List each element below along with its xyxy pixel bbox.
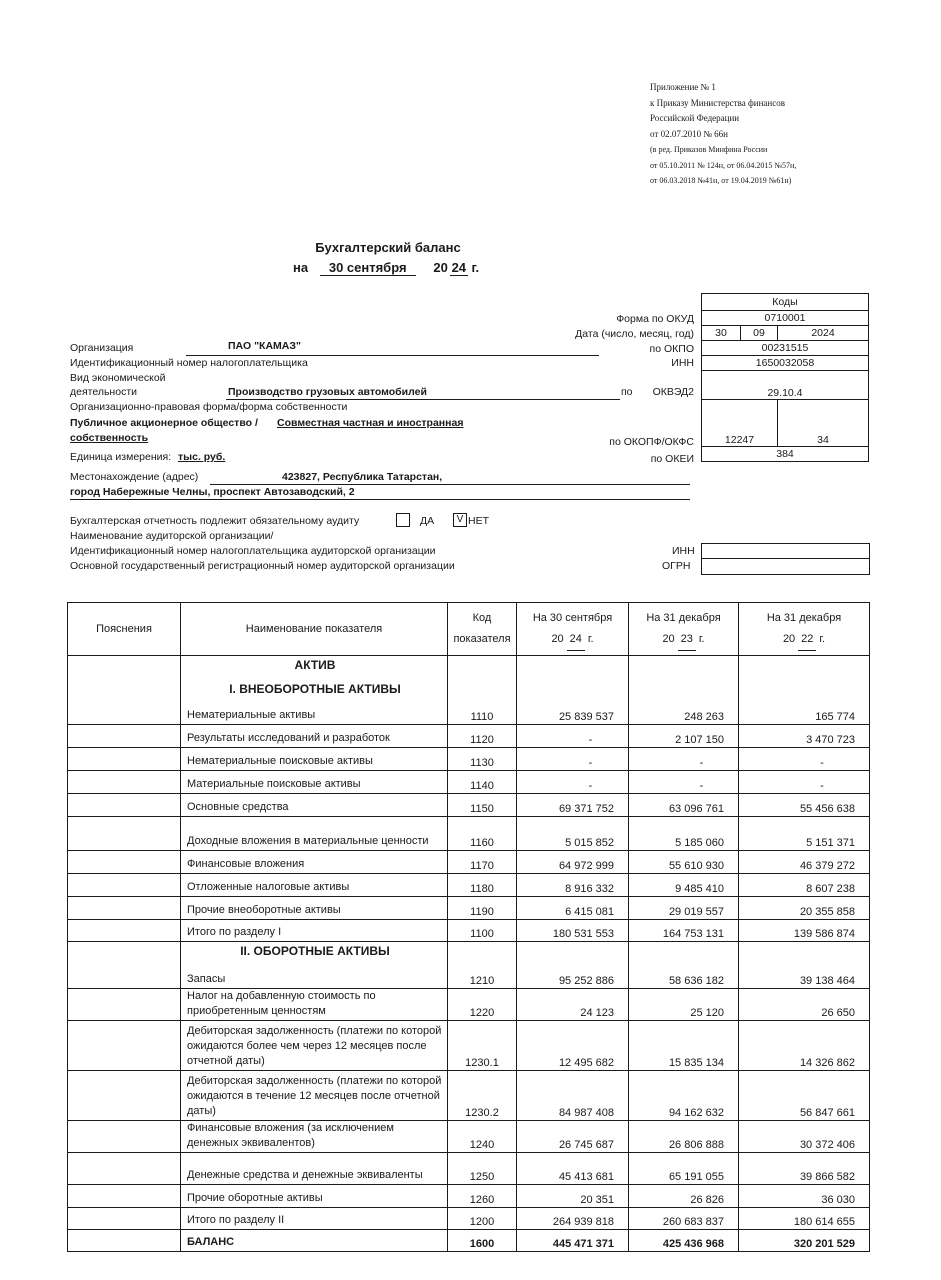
header-code-line-1: Код	[472, 612, 492, 624]
section-1-title: I. ВНЕОБОРОТНЫЕ АКТИВЫ	[181, 675, 448, 702]
table-row	[68, 1185, 870, 1208]
row-v2: 65 191 055	[629, 1153, 739, 1185]
total-2-row	[68, 1208, 870, 1230]
row-v3: 46 379 272	[739, 851, 870, 874]
total-2-code: 1200	[448, 1208, 517, 1230]
row-name: Налог на добавленную стоимость по приобретенным ценностям	[181, 989, 448, 1021]
row-v3: 14 326 862	[739, 1021, 870, 1071]
row-name: Прочие внеоборотные активы	[181, 897, 448, 920]
activity-label-2: деятельности	[70, 386, 137, 398]
notes-cell	[68, 771, 181, 794]
row-v1: -	[517, 748, 629, 771]
table-row	[68, 725, 870, 748]
row-v1: 95 252 886	[517, 961, 629, 989]
auditor-inn-label: Идентификационный номер налогоплательщика аудиторской организации	[70, 545, 436, 557]
row-v2: 2 107 150	[629, 725, 739, 748]
row-v1: 20 351	[517, 1185, 629, 1208]
row-code: 1160	[448, 817, 517, 851]
row-code: 1190	[448, 897, 517, 920]
form-value-3: собственность	[70, 432, 149, 444]
unit-value: тыс. руб.	[178, 451, 226, 463]
row-v3: 5 151 371	[739, 817, 870, 851]
row-v2: 26 806 888	[629, 1121, 739, 1153]
date-day: 30	[702, 326, 741, 341]
total-2-v2: 260 683 837	[629, 1208, 739, 1230]
okei-code: 384	[702, 447, 869, 462]
appendix-note	[650, 80, 796, 189]
header-code	[448, 603, 517, 656]
row-name: Прочие оборотные активы	[181, 1185, 448, 1208]
row-v1: 84 987 408	[517, 1071, 629, 1121]
activity-underline	[226, 399, 620, 400]
row-name: Дебиторская задолженность (платежи по которой ожидаются в течение 12 месяцев после отчетной даты)	[181, 1071, 448, 1121]
date-prefix: на	[293, 260, 309, 275]
table-row	[68, 851, 870, 874]
audit-subject-label: Бухгалтерская отчетность подлежит обязательному аудиту	[70, 515, 360, 527]
row-v3: 56 847 661	[739, 1071, 870, 1121]
header-col3	[739, 603, 870, 656]
table-row	[68, 897, 870, 920]
header-col3-line-2	[743, 629, 865, 651]
row-name: Финансовые вложения	[181, 851, 448, 874]
audit-yes-checkbox	[396, 513, 410, 527]
row-v2: 15 835 134	[629, 1021, 739, 1071]
notes-cell	[68, 874, 181, 897]
row-v2: 5 185 060	[629, 817, 739, 851]
row-name: Денежные средства и денежные эквиваленты	[181, 1153, 448, 1185]
header-col1-line-2	[521, 629, 624, 651]
balance-row	[68, 1230, 870, 1252]
row-v3: 20 355 858	[739, 897, 870, 920]
row-code: 1260	[448, 1185, 517, 1208]
table-row	[68, 817, 870, 851]
address-underline-1	[210, 484, 690, 485]
auditor-ogrn-label: Основной государственный регистрационный номер аудиторской организации	[70, 560, 455, 572]
balance-name: БАЛАНС	[181, 1230, 448, 1252]
row-v1: 12 495 682	[517, 1021, 629, 1071]
row-name: Отложенные налоговые активы	[181, 874, 448, 897]
row-v1: 24 123	[517, 989, 629, 1021]
header-name: Наименование показателя	[181, 603, 448, 656]
row-v2: 94 162 632	[629, 1071, 739, 1121]
row-code: 1230.1	[448, 1021, 517, 1071]
row-v1: 5 015 852	[517, 817, 629, 851]
org-value: ПАО "КАМАЗ"	[228, 340, 301, 352]
row-code: 1150	[448, 794, 517, 817]
row-code: 1220	[448, 989, 517, 1021]
auditor-inn-code: ИНН	[672, 545, 695, 557]
year-prefix: 20	[782, 632, 796, 645]
row-v1: -	[517, 771, 629, 794]
row-v1: 6 415 081	[517, 897, 629, 920]
auditor-codes-divider	[701, 558, 869, 559]
inn-label: Идентификационный номер налогоплательщика	[70, 357, 308, 369]
table-row	[68, 794, 870, 817]
activity-value: Производство грузовых автомобилей	[228, 386, 427, 398]
appendix-line: от 02.07.2010 № 66н	[650, 128, 728, 139]
org-underline	[186, 355, 599, 356]
row-v1: 25 839 537	[517, 702, 629, 725]
section-aktiv: АКТИВ	[181, 656, 448, 676]
table-row	[68, 874, 870, 897]
okved-label: ОКВЭД2	[652, 386, 694, 398]
codes-header: Коды	[702, 294, 869, 311]
row-code: 1130	[448, 748, 517, 771]
auditor-name-label: Наименование аудиторской организации/	[70, 530, 274, 542]
row-v2: 9 485 410	[629, 874, 739, 897]
year-suffix: 22	[798, 629, 816, 651]
codes-table	[701, 293, 869, 462]
header-col2-line-2	[633, 629, 734, 651]
table-row	[68, 771, 870, 794]
inn-code-label: ИНН	[671, 357, 694, 369]
total-1-row	[68, 920, 870, 942]
row-code: 1230.2	[448, 1071, 517, 1121]
year-g: г.	[698, 632, 705, 645]
row-name: Основные средства	[181, 794, 448, 817]
form-value-1: Публичное акционерное общество /	[70, 417, 258, 429]
okopf-label: по ОКОПФ/ОКФС	[609, 436, 694, 448]
table-row	[68, 961, 870, 989]
header-col1-line-1: На 30 сентября	[532, 611, 613, 624]
table-row	[68, 1021, 870, 1071]
row-v3: 39 138 464	[739, 961, 870, 989]
row-name: Запасы	[181, 961, 448, 989]
row-name: Материальные поисковые активы	[181, 771, 448, 794]
row-name: Дебиторская задолженность (платежи по которой ожидаются более чем через 12 месяцев после отчетной даты)	[181, 1021, 448, 1071]
year-suffix: 23	[678, 629, 696, 651]
section-2-row	[68, 942, 870, 962]
total-1-code: 1100	[448, 920, 517, 942]
date-month: 09	[741, 326, 778, 341]
header-col2-line-1: На 31 декабря	[646, 611, 721, 624]
row-v3: -	[739, 771, 870, 794]
year-g: г.	[587, 632, 594, 645]
row-v1: 64 972 999	[517, 851, 629, 874]
row-v1: -	[517, 725, 629, 748]
notes-cell	[68, 961, 181, 989]
appendix-line: от 05.10.2011 № 124н, от 06.04.2015 №57н,	[650, 160, 797, 170]
row-code: 1140	[448, 771, 517, 794]
row-v2: 29 019 557	[629, 897, 739, 920]
unit-label: Единица измерения:	[70, 451, 172, 463]
balance-code: 1600	[448, 1230, 517, 1252]
okfs-code: 34	[778, 400, 869, 447]
date-year: 2024	[778, 326, 869, 341]
notes-cell	[68, 817, 181, 851]
address-value-1: 423827, Республика Татарстан,	[282, 471, 443, 483]
total-1-v1: 180 531 553	[517, 920, 629, 942]
row-v3: 39 866 582	[739, 1153, 870, 1185]
appendix-line: к Приказу Министерства финансов	[650, 97, 785, 108]
row-v3: 30 372 406	[739, 1121, 870, 1153]
total-1-name: Итого по разделу I	[181, 920, 448, 942]
notes-cell	[68, 851, 181, 874]
table-body	[68, 656, 870, 1252]
okud-label: Форма по ОКУД	[616, 313, 694, 325]
okved-code: 29.10.4	[702, 371, 869, 400]
okpo-label: по ОКПО	[649, 343, 694, 355]
total-1-v3: 139 586 874	[739, 920, 870, 942]
header-notes: Пояснения	[68, 603, 181, 656]
date-day-month: 30 сентября	[320, 260, 416, 276]
row-v1: 8 916 332	[517, 874, 629, 897]
row-name: Нематериальные активы	[181, 702, 448, 725]
header-col3-line-1: На 31 декабря	[766, 611, 842, 624]
balance-v2: 425 436 968	[629, 1230, 739, 1252]
row-name: Нематериальные поисковые активы	[181, 748, 448, 771]
table-row	[68, 1153, 870, 1185]
table-row	[68, 702, 870, 725]
address-value-2: город Набережные Челны, проспект Автозаводский, 2	[70, 486, 355, 498]
appendix-line: Российской Федерации	[650, 113, 740, 123]
org-label: Организация	[70, 342, 134, 354]
section-2-title: II. ОБОРОТНЫЕ АКТИВЫ	[181, 942, 448, 962]
row-v3: 165 774	[739, 702, 870, 725]
row-v3: 8 607 238	[739, 874, 870, 897]
form-value-2: Совместная частная и иностранная	[277, 417, 464, 429]
year-suffix: 24	[567, 629, 585, 651]
row-v2: -	[629, 748, 739, 771]
row-v2: 26 826	[629, 1185, 739, 1208]
row-v2: 63 096 761	[629, 794, 739, 817]
balance-table	[67, 602, 870, 1252]
row-code: 1250	[448, 1153, 517, 1185]
audit-no-label: НЕТ	[468, 515, 489, 527]
audit-no-checkbox: V	[453, 513, 467, 527]
row-v3: 55 456 638	[739, 794, 870, 817]
header-col2	[629, 603, 739, 656]
report-date	[293, 260, 479, 276]
okopf-code: 12247	[702, 400, 778, 447]
row-v2: 55 610 930	[629, 851, 739, 874]
row-v2: 58 636 182	[629, 961, 739, 989]
row-name: Финансовые вложения (за исключением денежных эквивалентов)	[181, 1121, 448, 1153]
okei-label: по ОКЕИ	[650, 453, 694, 465]
row-v2: 25 120	[629, 989, 739, 1021]
row-code: 1110	[448, 702, 517, 725]
year-prefix: 20	[551, 632, 564, 645]
year-prefix: 20	[662, 632, 675, 645]
appendix-line: Приложение № 1	[650, 82, 716, 92]
notes-cell	[68, 1121, 181, 1153]
notes-cell	[68, 989, 181, 1021]
row-code: 1180	[448, 874, 517, 897]
balance-v3: 320 201 529	[739, 1230, 870, 1252]
okpo-code: 00231515	[702, 341, 869, 356]
row-code: 1120	[448, 725, 517, 748]
header-col1	[517, 603, 629, 656]
row-code: 1210	[448, 961, 517, 989]
row-name: Доходные вложения в материальные ценности	[181, 817, 448, 851]
notes-cell	[68, 1021, 181, 1071]
notes-cell	[68, 702, 181, 725]
row-v3: -	[739, 748, 870, 771]
date-year-prefix: 20	[433, 260, 448, 275]
total-2-v3: 180 614 655	[739, 1208, 870, 1230]
table-header-row	[68, 603, 870, 656]
total-1-v2: 164 753 131	[629, 920, 739, 942]
row-v1: 45 413 681	[517, 1153, 629, 1185]
row-v2: -	[629, 771, 739, 794]
form-label: Организационно-правовая форма/форма собственности	[70, 401, 348, 413]
okud-code: 0710001	[702, 311, 869, 326]
okved-po-label: по	[621, 386, 633, 398]
balance-v1: 445 471 371	[517, 1230, 629, 1252]
total-2-name: Итого по разделу II	[181, 1208, 448, 1230]
document-title: Бухгалтерский баланс	[315, 240, 461, 255]
table-row	[68, 989, 870, 1021]
table-row	[68, 748, 870, 771]
row-v3: 26 650	[739, 989, 870, 1021]
notes-cell	[68, 1153, 181, 1185]
year-g: г.	[819, 632, 826, 645]
notes-cell	[68, 794, 181, 817]
appendix-line: (в ред. Приказов Минфина России	[650, 145, 768, 154]
notes-cell	[68, 725, 181, 748]
row-v3: 36 030	[739, 1185, 870, 1208]
table-row	[68, 1121, 870, 1153]
row-code: 1170	[448, 851, 517, 874]
row-v3: 3 470 723	[739, 725, 870, 748]
section-1-row	[68, 675, 870, 702]
address-underline-2	[70, 499, 690, 500]
row-code: 1240	[448, 1121, 517, 1153]
section-aktiv-row	[68, 656, 870, 676]
total-2-v1: 264 939 818	[517, 1208, 629, 1230]
appendix-line: от 06.03.2018 №41н, от 19.04.2019 №61н)	[650, 176, 792, 185]
activity-label-1: Вид экономической	[70, 372, 166, 384]
auditor-codes-box	[701, 543, 870, 575]
auditor-ogrn-code: ОГРН	[662, 560, 691, 572]
table-row	[68, 1071, 870, 1121]
row-v1: 69 371 752	[517, 794, 629, 817]
date-year-suffix: 24	[451, 260, 467, 275]
row-name: Результаты исследований и разработок	[181, 725, 448, 748]
row-v1: 26 745 687	[517, 1121, 629, 1153]
row-v2: 248 263	[629, 702, 739, 725]
notes-cell	[68, 897, 181, 920]
notes-cell	[68, 748, 181, 771]
date-label: Дата (число, месяц, год)	[575, 328, 694, 340]
date-suffix: г.	[471, 260, 480, 275]
header-code-line-2: показателя	[453, 633, 511, 645]
inn-code: 1650032058	[702, 356, 869, 371]
audit-yes-label: ДА	[420, 515, 435, 527]
address-label: Местонахождение (адрес)	[70, 471, 199, 483]
notes-cell	[68, 1185, 181, 1208]
notes-cell	[68, 1071, 181, 1121]
